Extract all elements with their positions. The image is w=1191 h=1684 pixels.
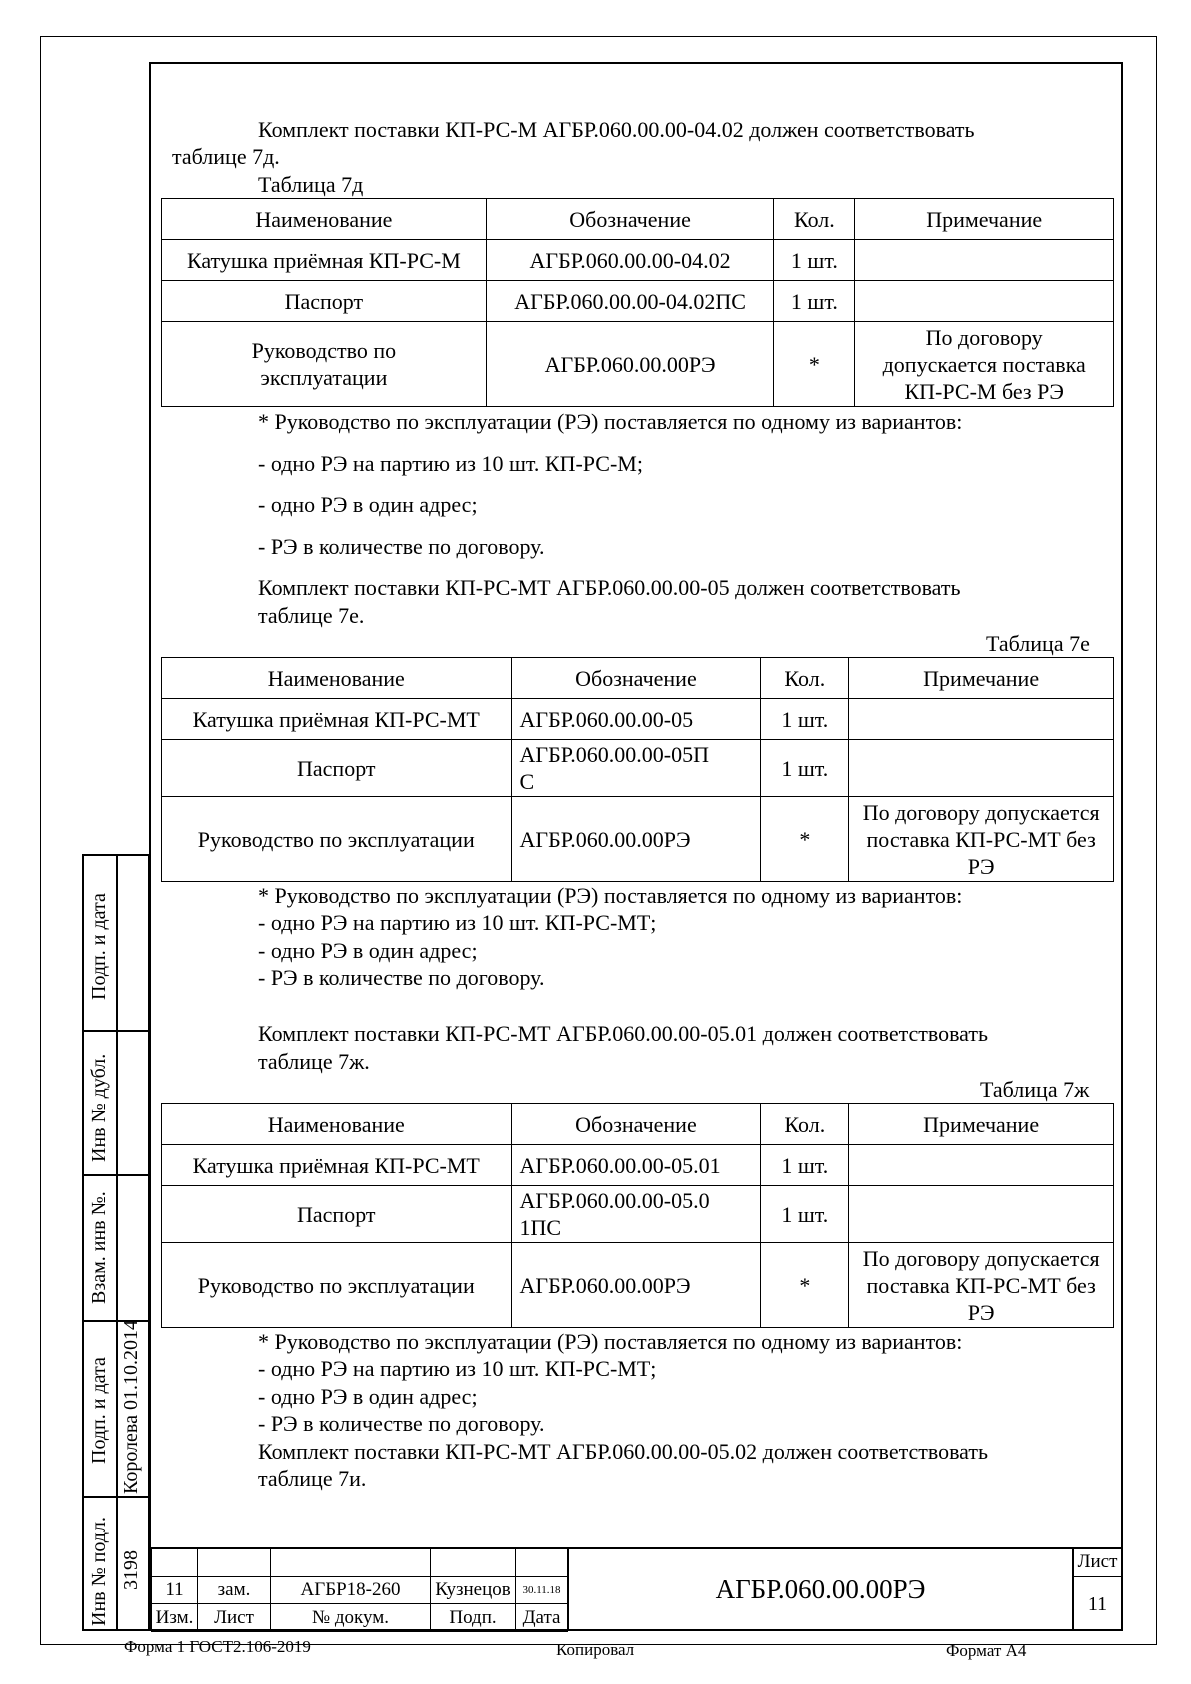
cell-note: По договору допускается поставка КП-РС-МТ без РЭ [849, 797, 1114, 882]
change-doc-no: АГБР18-260 [271, 1577, 431, 1604]
cell-note [855, 240, 1114, 281]
intro-7e-line2: таблице 7е. [258, 603, 365, 628]
title-block-row [152, 1577, 568, 1604]
header-qty: Кол. [761, 658, 849, 699]
caption-7e: Таблица 7е [986, 631, 1090, 656]
table-row [162, 1145, 1114, 1186]
table-7zh [161, 1103, 1114, 1328]
side-podp-data-top: Подп. и дата [88, 893, 110, 1000]
header-code: Обозначение [511, 1104, 761, 1145]
cell-name: Руководство по эксплуатации [162, 322, 487, 407]
table-row [162, 322, 1114, 407]
cell-note: По договору допускается поставка КП-РС-МТ без РЭ [849, 1243, 1114, 1328]
side-divider [82, 1496, 150, 1498]
side-podp-value: Королева 01.10.2014 [120, 1320, 142, 1494]
header-dokum: № докум. [271, 1604, 431, 1632]
cell-note: По договору допускается поставка КП-РС-М без РЭ [855, 322, 1114, 407]
header-name: Наименование [162, 199, 487, 240]
cell [271, 1549, 431, 1577]
note-7d-item: - РЭ в количестве по договору. [258, 534, 545, 559]
note-7zh-star: * Руководство по эксплуатации (РЭ) поставляется по одному из вариантов: [258, 1329, 963, 1354]
sheet-number: 11 [1087, 1593, 1108, 1615]
cell-name: Катушка приёмная КП-РС-М [162, 240, 487, 281]
header-code: Обозначение [511, 658, 761, 699]
header-list: Лист [198, 1604, 271, 1632]
cell-code: АГБР.060.00.00-05 [511, 699, 761, 740]
intro-7zh-line1: Комплект поставки КП-РС-МТ АГБР.060.00.00-05.01 должен соответствовать [258, 1021, 989, 1046]
side-divider [116, 854, 118, 1631]
note-7d-star: * Руководство по эксплуатации (РЭ) поставляется по одному из вариантов: [258, 409, 963, 434]
side-inv-dubl: Инв № дубл. [88, 1053, 110, 1162]
header-note: Примечание [855, 199, 1114, 240]
header-note: Примечание [849, 658, 1114, 699]
footer-form: Форма 1 ГОСТ2.106-2019 [124, 1637, 311, 1656]
cell-name: Паспорт [162, 281, 487, 322]
change-date: 30.11.18 [516, 1577, 568, 1604]
table-row [162, 699, 1114, 740]
table-7d [161, 198, 1114, 407]
side-divider [82, 1030, 150, 1032]
caption-7d: Таблица 7д [258, 172, 364, 197]
intro-7d-line1: Комплект поставки КП-РС-М АГБР.060.00.00-04.02 должен соответствовать [258, 117, 975, 142]
cell-name: Катушка приёмная КП-РС-МТ [162, 699, 512, 740]
table-row [162, 1243, 1114, 1328]
cell-qty: 1 шт. [761, 699, 849, 740]
table-row [162, 740, 1114, 797]
title-block-change-table [151, 1548, 568, 1632]
header-qty: Кол. [774, 199, 855, 240]
cell-code: АГБР.060.00.00-05.01ПС [511, 1186, 761, 1243]
cell [516, 1549, 568, 1577]
change-type: зам. [198, 1577, 271, 1604]
header-data: Дата [516, 1604, 568, 1632]
cell-qty: 1 шт. [761, 1186, 849, 1243]
table-row [162, 797, 1114, 882]
table-row [162, 281, 1114, 322]
intro-7i-line2: таблице 7и. [258, 1466, 367, 1491]
cell-note [849, 1186, 1114, 1243]
side-vzam-inv: Взам. инв №. [88, 1191, 110, 1304]
cell-note [855, 281, 1114, 322]
note-7d-item: - одно РЭ на партию из 10 шт. КП-РС-М; [258, 451, 643, 476]
footer-copied: Копировал [556, 1640, 635, 1659]
cell [198, 1549, 271, 1577]
side-podp-data-bottom: Подп. и дата [88, 1357, 110, 1464]
side-inv-podl-value: 3198 [120, 1550, 142, 1590]
note-7e-item: - РЭ в количестве по договору. [258, 965, 545, 990]
cell-code: АГБР.060.00.00-05ПС [511, 740, 761, 797]
side-inv-podl: Инв № подл. [88, 1517, 110, 1626]
table-header-row [162, 1104, 1114, 1145]
cell-code: АГБР.060.00.00-05.01 [511, 1145, 761, 1186]
cell-code: АГБР.060.00.00РЭ [511, 1243, 761, 1328]
side-divider [82, 1174, 150, 1176]
note-7d-item: - одно РЭ в один адрес; [258, 492, 478, 517]
title-block-row [152, 1549, 568, 1577]
cell-qty: 1 шт. [774, 240, 855, 281]
header-name: Наименование [162, 658, 512, 699]
header-podp: Подп. [431, 1604, 516, 1632]
intro-7i-line1: Комплект поставки КП-РС-МТ АГБР.060.00.00-05.02 должен соответствовать [258, 1439, 989, 1464]
cell-qty: * [774, 322, 855, 407]
intro-7e-line1: Комплект поставки КП-РС-МТ АГБР.060.00.00-05 должен соответствовать [258, 575, 961, 600]
footer-format: Формат А4 [946, 1641, 1027, 1660]
caption-7zh: Таблица 7ж [980, 1077, 1090, 1102]
cell-code: АГБР.060.00.00-04.02ПС [486, 281, 774, 322]
change-no: 11 [152, 1577, 198, 1604]
table-7e [161, 657, 1114, 882]
table-row [162, 240, 1114, 281]
document-designation: АГБР.060.00.00РЭ [567, 1548, 1072, 1631]
cell-note [849, 699, 1114, 740]
header-qty: Кол. [761, 1104, 849, 1145]
cell-name: Паспорт [162, 1186, 512, 1243]
table-row [162, 1186, 1114, 1243]
cell-qty: 1 шт. [774, 281, 855, 322]
sheet-label: Лист [1074, 1548, 1121, 1577]
intro-7zh-line2: таблице 7ж. [258, 1049, 370, 1074]
cell [431, 1549, 516, 1577]
cell-qty: * [761, 1243, 849, 1328]
intro-7d-line2: таблице 7д. [172, 144, 280, 169]
cell-name: Катушка приёмная КП-РС-МТ [162, 1145, 512, 1186]
cell-code: АГБР.060.00.00РЭ [486, 322, 774, 407]
cell-note [849, 1145, 1114, 1186]
cell-code: АГБР.060.00.00РЭ [511, 797, 761, 882]
header-name: Наименование [162, 1104, 512, 1145]
cell-qty: 1 шт. [761, 1145, 849, 1186]
change-signer: Кузнецов [431, 1577, 516, 1604]
cell-name: Руководство по эксплуатации [162, 797, 512, 882]
cell-qty: 1 шт. [761, 740, 849, 797]
note-7zh-item: - одно РЭ на партию из 10 шт. КП-РС-МТ; [258, 1356, 657, 1381]
cell-note [849, 740, 1114, 797]
header-code: Обозначение [486, 199, 774, 240]
cell-name: Паспорт [162, 740, 512, 797]
cell-name: Руководство по эксплуатации [162, 1243, 512, 1328]
header-note: Примечание [849, 1104, 1114, 1145]
title-block-header-row [152, 1604, 568, 1632]
table-header-row [162, 199, 1114, 240]
note-7e-item: - одно РЭ на партию из 10 шт. КП-РС-МТ; [258, 910, 657, 935]
note-7zh-item: - РЭ в количестве по договору. [258, 1411, 545, 1436]
sheet-box [1072, 1548, 1121, 1631]
cell [152, 1549, 198, 1577]
note-7zh-item: - одно РЭ в один адрес; [258, 1384, 478, 1409]
note-7e-item: - одно РЭ в один адрес; [258, 938, 478, 963]
cell-qty: * [761, 797, 849, 882]
header-izm: Изм. [152, 1604, 198, 1632]
note-7e-star: * Руководство по эксплуатации (РЭ) поставляется по одному из вариантов: [258, 883, 963, 908]
table-header-row [162, 658, 1114, 699]
cell-code: АГБР.060.00.00-04.02 [486, 240, 774, 281]
